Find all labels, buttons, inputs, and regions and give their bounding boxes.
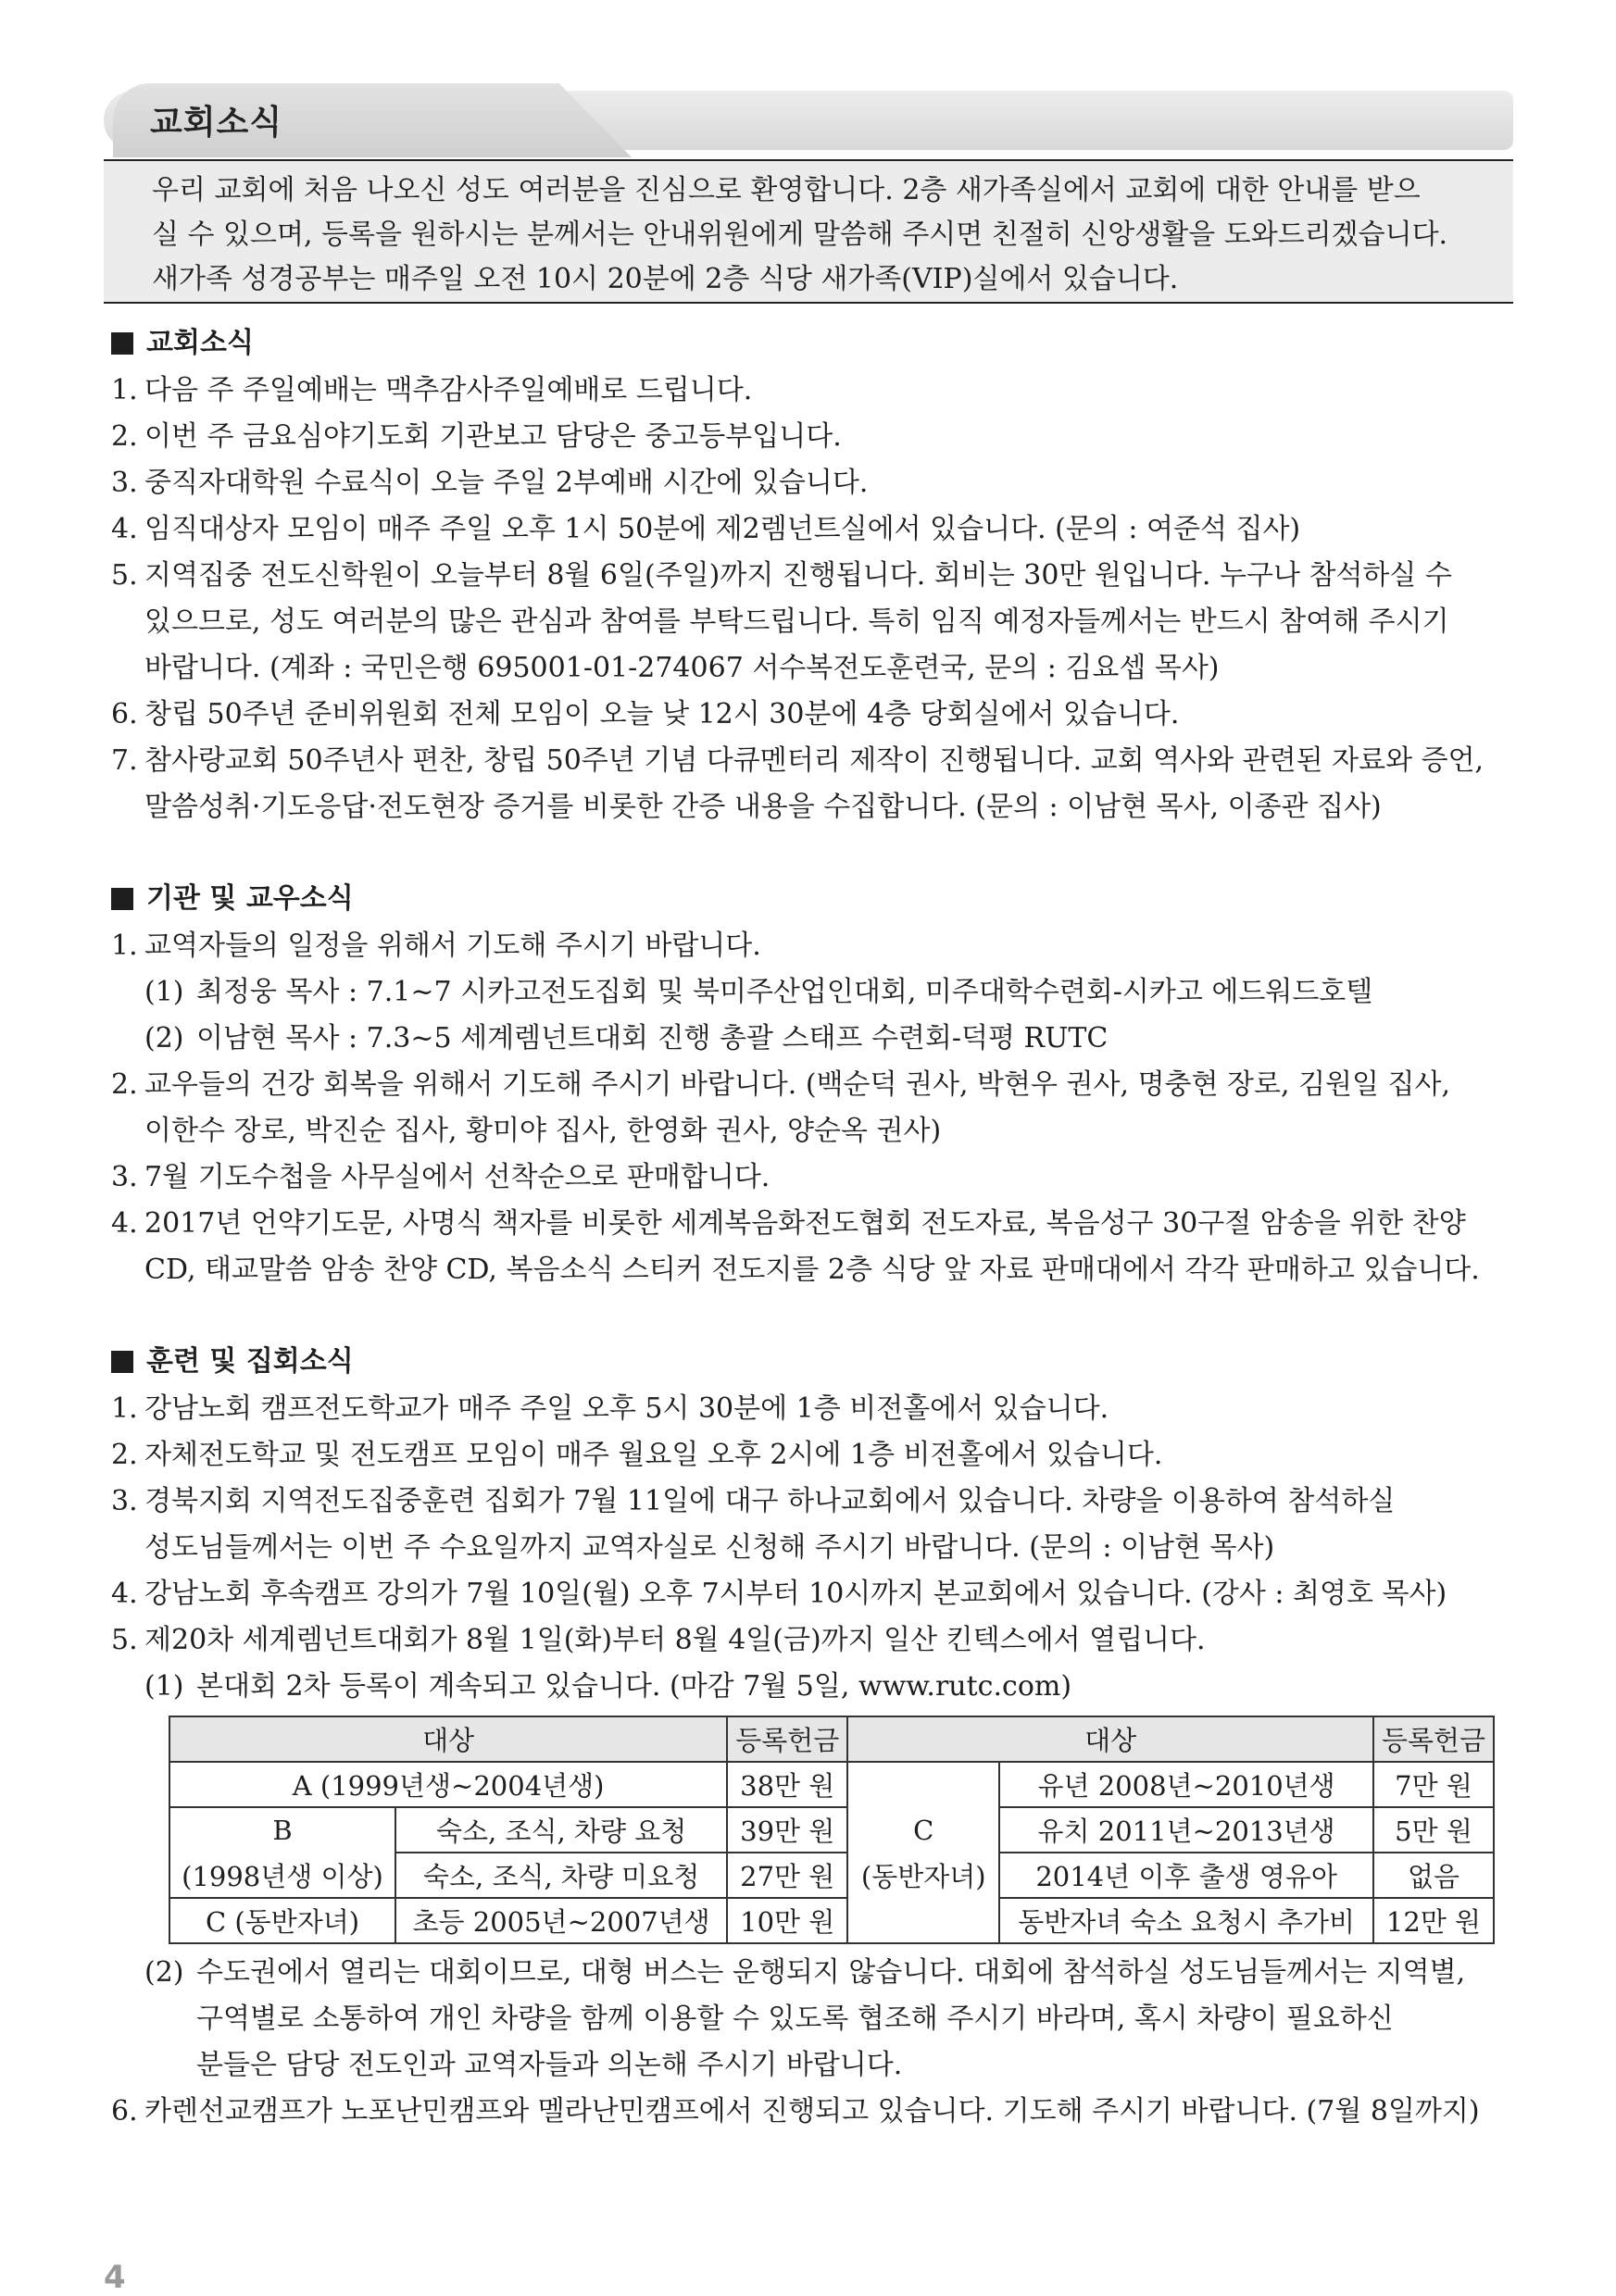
table-header: 등록헌금 <box>727 1716 847 1762</box>
list-item: 1. 강남노회 캠프전도학교가 매주 주일 오후 5시 30분에 1층 비전홀에서 있습니다. <box>111 1392 1109 1425</box>
table-cell: 초등 2005년~2007년생 <box>395 1898 727 1943</box>
table-header: 등록헌금 <box>1373 1716 1494 1762</box>
section-heading: 교회소식 <box>111 319 1519 368</box>
page-title: 교회소식 <box>150 104 283 142</box>
list-item: 6. 창립 50주년 준비위원회 전체 모임이 오늘 낮 12시 30분에 4층 당회실에서 있습니다. <box>111 698 1180 730</box>
table-cell: 2014년 이후 출생 영유아 <box>999 1853 1373 1898</box>
list-item: 1. 다음 주 주일예배는 맥추감사주일예배로 드립니다. <box>111 374 753 406</box>
table-cell: 39만 원 <box>727 1807 847 1853</box>
list-item: 5. 지역집중 전도신학원이 오늘부터 8월 6일(주일)까지 진행됩니다. 회비는 30만 원입니다. 누구나 참석하실 수 <box>111 559 1452 592</box>
list-item-continuation: CD, 태교말씀 암송 찬양 CD, 복음소식 스티커 전도지를 2층 식당 앞 자료 판매대에서 각각 판매하고 있습니다. <box>144 1254 1480 1286</box>
list-item: 2. 자체전도학교 및 전도캠프 모임이 매주 월요일 오후 2시에 1층 비전홀에서 있습니다. <box>111 1439 1163 1471</box>
table-cell: (동반자녀) <box>847 1853 999 1898</box>
square-bullet-icon <box>111 1351 133 1373</box>
list-item: 4. 임직대상자 모임이 매주 주일 오후 1시 50분에 제2렘넌트실에서 있습니다. (문의 : 여준석 집사) <box>111 513 1301 545</box>
table-cell: 7만 원 <box>1373 1762 1494 1807</box>
table-cell: 숙소, 조식, 차량 미요청 <box>395 1853 727 1898</box>
section-heading: 기관 및 교우소식 <box>111 875 1519 923</box>
list-item: 2. 교우들의 건강 회복을 위해서 기도해 주시기 바랍니다. (백순덕 권사, 박현우 권사, 명충현 장로, 김원일 집사, <box>111 1068 1451 1101</box>
table-cell: A (1999년생~2004년생) <box>169 1762 727 1807</box>
list-item: 4. 2017년 언약기도문, 사명식 책자를 비롯한 세계복음화전도협회 전도자료, 복음성구 30구절 암송을 위한 찬양 <box>111 1207 1466 1240</box>
registration-fee-table <box>169 1716 1495 1944</box>
table-cell: 38만 원 <box>727 1762 847 1807</box>
intro-box <box>104 159 1513 304</box>
list-item: 2. 이번 주 금요심야기도회 기관보고 담당은 중고등부입니다. <box>111 420 842 453</box>
table-header: 대상 <box>847 1716 1373 1762</box>
intro-line: 실 수 있으며, 등록을 원하시는 분께서는 안내위원에게 말씀해 주시면 친절히 신앙생활을 도와드리겠습니다. <box>152 218 1448 251</box>
list-item: 6. 카렌선교캠프가 노포난민캠프와 멜라난민캠프에서 진행되고 있습니다. 기도해 주시기 바랍니다. (7월 8일까지) <box>111 2095 1480 2128</box>
table-cell: 숙소, 조식, 차량 요청 <box>395 1807 727 1853</box>
list-item-continuation: 있으므로, 성도 여러분의 많은 관심과 참여를 부탁드립니다. 특히 임직 예정자들께서는 반드시 참여해 주시기 <box>144 605 1449 638</box>
list-item: 4. 강남노회 후속캠프 강의가 7월 10일(월) 오후 7시부터 10시까지 본교회에서 있습니다. (강사 : 최영호 목사) <box>111 1578 1447 1610</box>
list-item-continuation: 말씀성취·기도응답·전도현장 증거를 비롯한 간증 내용을 수집합니다. (문의 : 이남현 목사, 이종관 집사) <box>144 791 1382 823</box>
list-item: 1. 교역자들의 일정을 위해서 기도해 주시기 바랍니다. <box>111 930 761 962</box>
intro-line: 우리 교회에 처음 나오신 성도 여러분을 진심으로 환영합니다. 2층 새가족실에서 교회에 대한 안내를 받으 <box>152 174 1421 206</box>
list-item: 3. 경북지회 지역전도집중훈련 집회가 7월 11일에 대구 하나교회에서 있습니다. 차량을 이용하여 참석하실 <box>111 1485 1396 1517</box>
content <box>111 319 1519 2135</box>
table-cell: 없음 <box>1373 1853 1494 1898</box>
square-bullet-icon <box>111 332 133 355</box>
list-item-continuation: 바랍니다. (계좌 : 국민은행 695001-01-274067 서수복전도훈련국, 문의 : 김요셉 목사) <box>144 652 1220 684</box>
sub-item: (2) 이남현 목사 : 7.3~5 세계렘넌트대회 진행 총괄 스태프 수련회-덕평 RUTC <box>144 1022 1109 1054</box>
list-item: 5. 제20차 세계렘넌트대회가 8월 1일(화)부터 8월 4일(금)까지 일산 킨텍스에서 열립니다. <box>111 1624 1206 1656</box>
table-cell: 동반자녀 숙소 요청시 추가비 <box>999 1898 1373 1943</box>
section-heading: 훈련 및 집회소식 <box>111 1338 1519 1386</box>
sub-item-continuation: 분들은 담당 전도인과 교역자들과 의논해 주시기 바랍니다. <box>196 2049 903 2081</box>
table-cell: (1998년생 이상) <box>169 1853 395 1898</box>
table-cell: 5만 원 <box>1373 1807 1494 1853</box>
table-cell: 10만 원 <box>727 1898 847 1943</box>
list-item: 7. 참사랑교회 50주년사 편찬, 창립 50주년 기념 다큐멘터리 제작이 진행됩니다. 교회 역사와 관련된 자료와 증언, <box>111 744 1484 777</box>
table-row <box>169 1762 1494 1807</box>
list-item-continuation: 성도님들께서는 이번 주 수요일까지 교역자실로 신청해 주시기 바랍니다. (문의 : 이남현 목사) <box>144 1531 1275 1564</box>
page-number: 4 <box>104 2259 126 2296</box>
sub-item: (2) 수도권에서 열리는 대회이므로, 대형 버스는 운행되지 않습니다. 대회에 참석하실 성도님들께서는 지역별, <box>144 1956 1466 1989</box>
sub-item: (1) 본대회 2차 등록이 계속되고 있습니다. (마감 7월 5일, www.rutc.com) <box>144 1670 1072 1703</box>
list-item: 3. 중직자대학원 수료식이 오늘 주일 2부예배 시간에 있습니다. <box>111 467 869 499</box>
table-cell: 유년 2008년~2010년생 <box>999 1762 1373 1807</box>
table-cell: C (동반자녀) <box>169 1898 395 1943</box>
table-header-row <box>169 1716 1494 1762</box>
intro-line: 새가족 성경공부는 매주일 오전 10시 20분에 2층 식당 새가족(VIP)실에서 있습니다. <box>152 263 1179 295</box>
square-bullet-icon <box>111 888 133 910</box>
header-bar <box>104 83 1513 157</box>
sub-item: (1) 최정웅 목사 : 7.1~7 시카고전도집회 및 북미주산업인대회, 미주대학수련회-시카고 에드워드호텔 <box>144 976 1373 1008</box>
list-item-continuation: 이한수 장로, 박진순 집사, 황미야 집사, 한영화 권사, 양순옥 권사) <box>144 1115 942 1147</box>
table-cell: 27만 원 <box>727 1853 847 1898</box>
table-cell: B <box>169 1807 395 1853</box>
table-cell: C <box>847 1807 999 1853</box>
table-cell: 12만 원 <box>1373 1898 1494 1943</box>
list-item: 3. 7월 기도수첩을 사무실에서 선착순으로 판매합니다. <box>111 1161 770 1193</box>
table-row <box>169 1807 1494 1853</box>
table-cell: 유치 2011년~2013년생 <box>999 1807 1373 1853</box>
sub-item-continuation: 구역별로 소통하여 개인 차량을 함께 이용할 수 있도록 협조해 주시기 바라며, 혹시 차량이 필요하신 <box>196 2003 1394 2035</box>
table-header: 대상 <box>169 1716 727 1762</box>
table-row <box>169 1898 1494 1943</box>
table-row <box>169 1853 1494 1898</box>
